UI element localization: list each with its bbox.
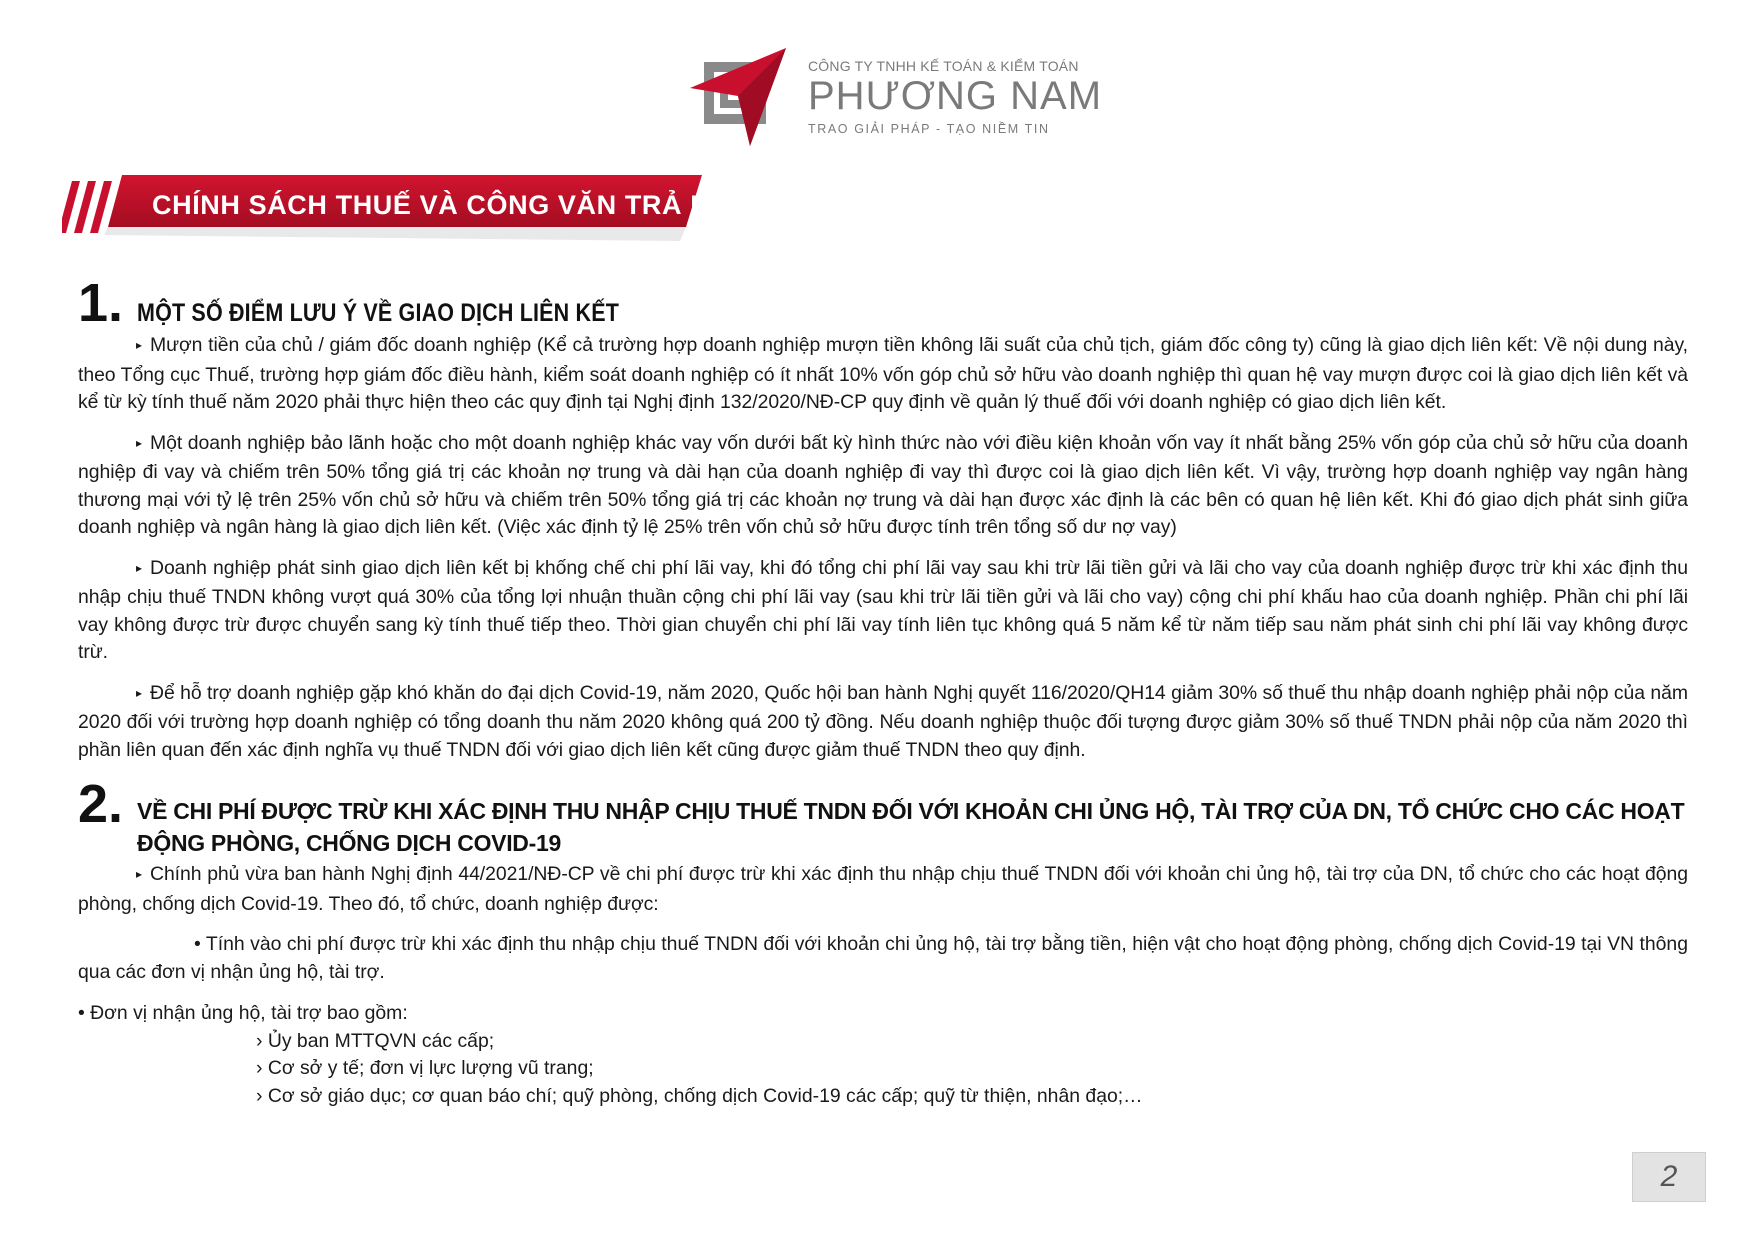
triangle-bullet-icon: ▸ xyxy=(136,338,142,352)
section-2-point-deductible: • Tính vào chi phí được trừ khi xác định thu nhập chịu thuế TNDN đối với khoản chi ủng hộ, tài trợ bằng tiền, hiện vật cho hoạt động phòng, chống dịch Covid-19 tại VN thông qua các đơn vị nhận ủng hộ, tài trợ. xyxy=(78,933,1688,983)
section-1-heading xyxy=(78,273,1688,333)
list-item: › Cơ sở y tế; đơn vị lực lượng vũ trang; xyxy=(256,1057,594,1079)
triangle-bullet-icon: ▸ xyxy=(136,560,142,575)
section-2-title: VỀ CHI PHÍ ĐƯỢC TRỪ KHI XÁC ĐỊNH THU NHẬP CHỊU THUẾ TNDN ĐỐI VỚI KHOẢN CHI ỦNG HỘ, TÀI TRỢ CỦA DN, TỔ CHỨC CHO CÁC HOẠT ĐỘNG PHÒNG, CHỐNG DỊCH COVID-19 xyxy=(137,798,1685,856)
section-2-intro: ▸ Chính phủ vừa ban hành Nghị định 44/2021/NĐ-CP về chi phí được trừ khi xác định thu nhập chịu thuế TNDN đối với khoản chi ủng hộ, tài trợ của DN, tổ chức cho các hoạt động phòng, chống dịch Covid-19. Theo đó, tổ chức, doanh nghiệp được: xyxy=(78,863,1688,915)
section-1-title: MỘT SỐ ĐIỂM LƯU Ý VỀ GIAO DỊCH LIÊN KẾT xyxy=(137,299,620,327)
list-item: › Cơ sở giáo dục; cơ quan báo chí; quỹ phòng, chống dịch Covid-19 các cấp; quỹ từ thiện, nhân đạo;… xyxy=(256,1084,1143,1107)
document-body xyxy=(78,273,1688,1110)
list-item: › Ủy ban MTTQVN các cấp; xyxy=(256,1029,495,1052)
section-1-paragraph: ▸ Mượn tiền của chủ / giám đốc doanh nghiệp (Kể cả trường hợp doanh nghiệp mượn tiền không lãi suất của chủ tịch, giám đốc công ty) cũng là giao dịch liên kết: Về nội dung này, theo Tổng cục Thuế, trường hợp giám đốc điều hành, kiểm soát doanh nghiệp có ít nhất 10% vốn góp chủ sở hữu vào doanh nghiệp thì quan hệ vay mượn được coi là giao dịch liên kết và kể từ kỳ tính thuế năm 2020 phải thực hiện theo các quy định tại Nghị định 132/2020/NĐ-CP quy định về quản lý thuế đối với doanh nghiệp có giao dịch liên kết. xyxy=(78,334,1688,413)
section-1-number: 1. xyxy=(78,273,124,333)
section-banner xyxy=(62,175,740,241)
section-2-number: 2. xyxy=(78,774,124,834)
section-1-paragraph: ▸ Một doanh nghiệp bảo lãnh hoặc cho một doanh nghiệp khác vay vốn dưới bất kỳ hình thức nào với điều kiện khoản vốn vay ít nhất bằng 25% vốn góp của chủ sở hữu của doanh nghiệp đi vay và chiếm trên 50% tổng giá trị các khoản nợ trung và dài hạn của doanh nghiệp đi vay thì được coi là giao dịch liên kết. Vì vậy, trường hợp doanh nghiệp vay ngân hàng thương mại với tỷ lệ trên 25% vốn chủ sở hữu và chiếm trên 50% tổng giá trị các khoản nợ trung và dài hạn được xác định là các bên có quan hệ liên kết. Khi đó giao dịch phát sinh giữa doanh nghiệp và ngân hàng là giao dịch liên kết. (Việc xác định tỷ lệ 25% trên vốn chủ sở hữu được tính trên tổng số dư nợ vay) xyxy=(78,431,1688,538)
section-1-paragraph: ▸ Để hỗ trợ doanh nghiệp gặp khó khăn do đại dịch Covid-19, năm 2020, Quốc hội ban hành Nghị quyết 116/2020/QH14 giảm 30% số thuế thu nhập doanh nghiệp phải nộp của năm 2020 đối với trường hợp doanh nghiệp có tổng doanh thu năm 2020 không quá 200 tỷ đồng. Nếu doanh nghiệp thuộc đối tượng được giảm 30% số thuế TNDN phải nộp của năm 2020 thì phần liên quan đến xác định nghĩa vụ thuế TNDN đối với giao dịch liên kết cũng được giảm thuế TNDN theo quy định. xyxy=(78,681,1688,761)
triangle-bullet-icon: ▸ xyxy=(136,685,142,700)
page-number: 2 xyxy=(1632,1152,1706,1202)
company-name: PHƯƠNG NAM xyxy=(808,74,1103,118)
section-2-heading xyxy=(78,774,1688,859)
company-slogan: TRAO GIẢI PHÁP - TẠO NIỀM TIN xyxy=(808,122,1050,136)
section-2-point-recipients: • Đơn vị nhận ủng hộ, tài trợ bao gồm: xyxy=(78,1002,408,1024)
triangle-bullet-icon: ▸ xyxy=(136,435,142,450)
recipient-units-list xyxy=(78,1028,1688,1111)
section-1-paragraph: ▸ Doanh nghiệp phát sinh giao dịch liên kết bị khống chế chi phí lãi vay, khi đó tổng chi phí lãi vay sau khi trừ lãi tiền gửi và lãi cho vay của doanh nghiệp được trừ khi xác định thu nhập chịu thuế TNDN không vượt quá 30% của tổng lợi nhuận thuần cộng chi phí lãi vay (sau khi trừ lãi tiền gửi và lãi cho vay) cộng chi phí khấu hao của doanh nghiệp. Phần chi phí lãi vay không được trừ được chuyển sang kỳ tính thuế tiếp theo. Thời gian chuyển chi phí lãi vay tính liên tục không quá 5 năm kể từ năm tiếp sau năm phát sinh chi phí lãi vay không được trừ. xyxy=(78,556,1688,663)
banner-title: CHÍNH SÁCH THUẾ VÀ CÔNG VĂN TRẢ LỜI xyxy=(152,190,740,220)
company-logo xyxy=(690,48,1103,148)
triangle-bullet-icon: ▸ xyxy=(136,867,142,881)
phuong-nam-logo-icon xyxy=(690,48,790,148)
company-subtitle: CÔNG TY TNHH KẾ TOÁN & KIỂM TOÁN xyxy=(808,58,1079,74)
